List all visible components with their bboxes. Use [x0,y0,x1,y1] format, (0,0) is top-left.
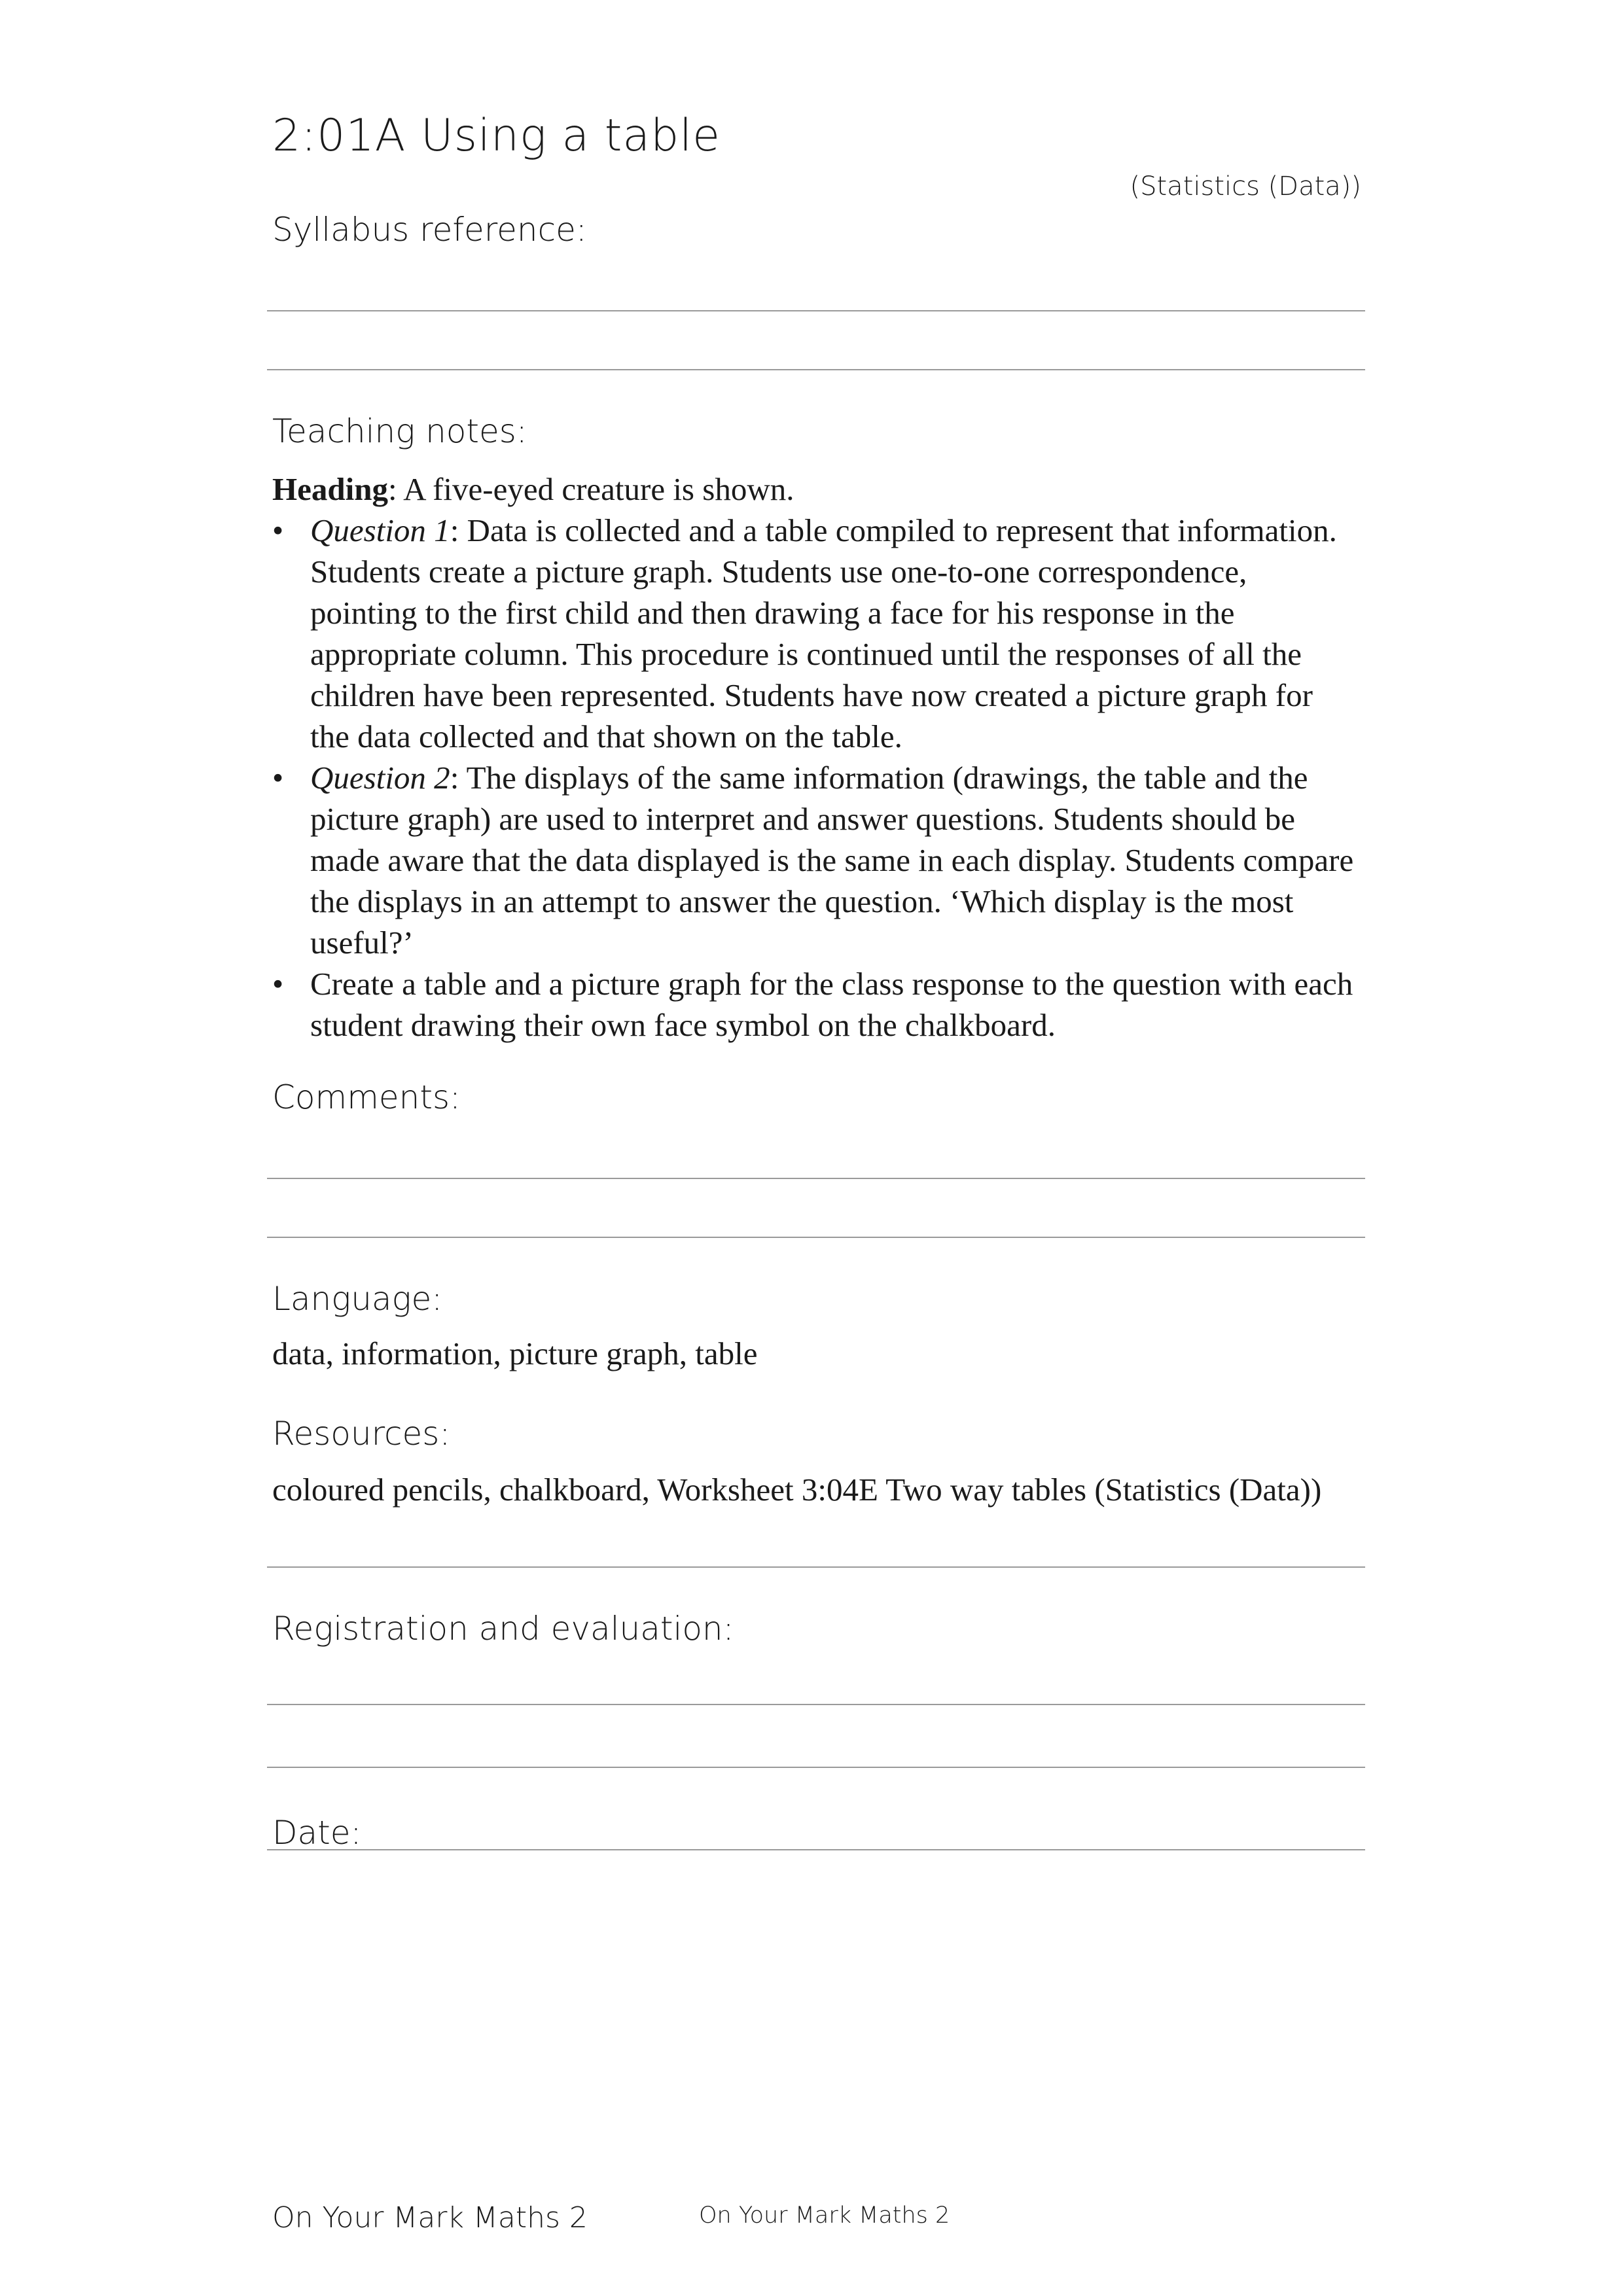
comments-label: Comments: [272,1078,461,1116]
bullet-icon: • [272,966,284,1002]
footer-book-title-small: On Your Mark Maths 2 [699,2202,950,2229]
syllabus-reference-label: Syllabus reference: [272,211,587,249]
bullet-text: : The displays of the same information (drawings, the table and the picture graph) are used to interpret and answer questions. Students should be made aware that the data displayed is the same in each display. Students compare the displays in an attempt to answer the question. ‘Which display is the most useful?’ [310,760,1354,961]
page-title: 2:01A Using a table [272,110,721,162]
date-label: Date: [272,1814,362,1852]
comments-line-2 [267,1237,1365,1238]
question-label: Question 2 [310,760,450,796]
list-item [272,510,1359,757]
teaching-notes-body [272,468,1359,1046]
resources-text: coloured pencils, chalkboard, Worksheet 3:04E Two way tables (Statistics (Data)) [272,1472,1322,1508]
footer-book-title: On Your Mark Maths 2 [272,2201,588,2234]
syllabus-line-2 [267,369,1365,370]
date-line [267,1849,1365,1850]
registration-evaluation-label: Registration and evaluation: [272,1610,734,1648]
subject-reference: (Statistics (Data)) [1130,171,1361,202]
teaching-notes-label: Teaching notes: [272,412,527,450]
bullet-text: Create a table and a picture graph for the class response to the question with each student drawing their own face symbol on the chalkboard. [310,966,1353,1043]
heading-line [272,468,1359,510]
language-label: Language: [272,1280,443,1318]
resources-line [267,1566,1365,1568]
registration-line-2 [267,1767,1365,1768]
heading-text: : A five-eyed creature is shown. [387,471,794,507]
bullet-text: : Data is collected and a table compiled to represent that information. Students create a picture graph. Students use one-to-one correspondence, pointing to the first child and then drawing a face for his response in the appropriate column. This procedure is continued until the responses of all the children have been represented. Students have now created a picture graph for the data collected and that shown on the table. [310,512,1337,754]
heading-bold: Heading [272,471,388,507]
bullet-icon: • [272,512,284,548]
list-item [272,757,1359,963]
comments-line-1 [267,1178,1365,1179]
syllabus-line-1 [267,310,1365,311]
language-text: data, information, picture graph, table [272,1335,758,1371]
resources-label: Resources: [272,1415,451,1453]
question-label: Question 1 [310,512,450,548]
list-item [272,963,1359,1046]
bullet-icon: • [272,760,284,796]
registration-line-1 [267,1704,1365,1705]
notes-bullet-list [272,510,1359,1046]
